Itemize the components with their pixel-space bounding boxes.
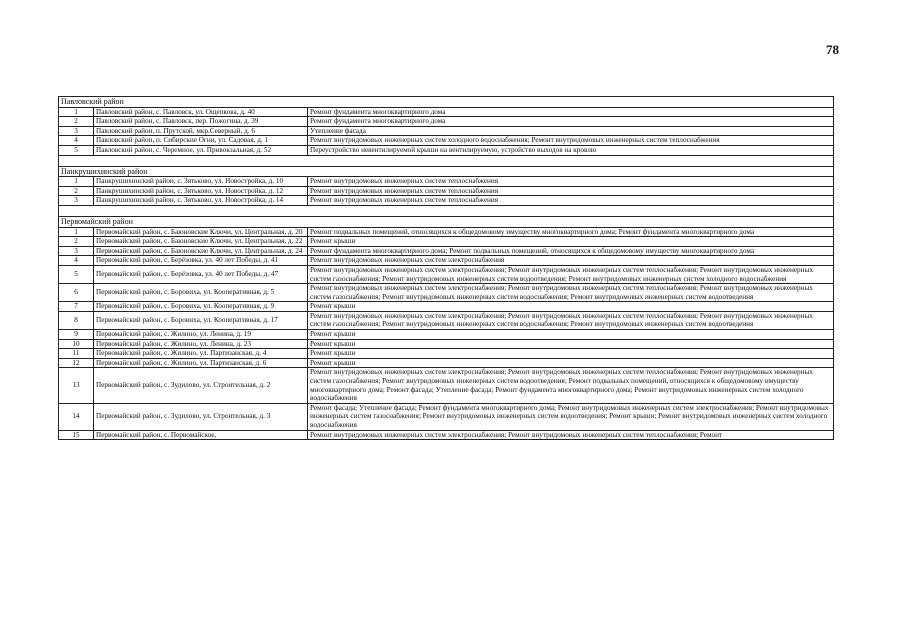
row-number: 7: [59, 302, 94, 312]
row-number: 8: [59, 311, 94, 329]
section-spacer: [59, 205, 834, 216]
row-address: Павловский район, с. Павловск, пер. Пожогина, д. 39: [94, 117, 308, 127]
row-address: Первомайский район, с. Первомайское,: [94, 430, 308, 440]
row-number: 10: [59, 339, 94, 349]
row-work-type: Ремонт крыши: [308, 302, 834, 312]
row-number: 9: [59, 330, 94, 340]
table-row: [59, 302, 834, 312]
row-address: Первомайский район, с. Жилино, ул. Партизанская, д. 4: [94, 349, 308, 359]
row-address: Панкрушихинский район, с. Зятьково, ул. Новостройка, д. 14: [94, 196, 308, 206]
row-address: Панкрушихинский район, с. Зятьково, ул. Новостройка, д. 12: [94, 186, 308, 196]
table-row: [59, 177, 834, 187]
row-number: 5: [59, 145, 94, 155]
district-header-row: [59, 166, 834, 177]
row-address: Первомайский район, с. Жилино, ул. Ленина, д. 19: [94, 330, 308, 340]
row-number: 2: [59, 117, 94, 127]
row-work-type: Ремонт фундамента многоквартирного дома: [308, 107, 834, 117]
table-row: [59, 145, 834, 155]
row-work-type: Ремонт крыши: [308, 330, 834, 340]
table-row: [59, 330, 834, 340]
capital-repair-table: [58, 96, 834, 440]
row-address: Первомайский район, с. Берёзовка, ул. 40 лет Победы, д. 41: [94, 256, 308, 266]
table-row: [59, 107, 834, 117]
district-name: Панкрушихинский район: [59, 166, 834, 177]
table-row: [59, 186, 834, 196]
district-name: Павловский район: [59, 97, 834, 108]
row-address: Павловский район, с. Павловск, ул. Ощепкова, д. 40: [94, 107, 308, 117]
row-number: 2: [59, 186, 94, 196]
row-address: Первомайский район, с. Зудилово, ул. Строительная, д. 2: [94, 368, 308, 403]
table-row: [59, 349, 834, 359]
row-work-type: Ремонт крыши: [308, 237, 834, 247]
row-address: Первомайский район, с. Жилино, ул. Ленина, д. 23: [94, 339, 308, 349]
table-row: [59, 256, 834, 266]
table-row: [59, 246, 834, 256]
row-work-type: Утепление фасада: [308, 126, 834, 136]
table-row: [59, 227, 834, 237]
table-row: [59, 265, 834, 283]
district-header-row: [59, 216, 834, 227]
row-address: Павловский район, с. Черемное, ул. Привокзальная, д. 52: [94, 145, 308, 155]
row-number: 11: [59, 349, 94, 359]
table-row: [59, 117, 834, 127]
row-number: 4: [59, 136, 94, 146]
row-number: 1: [59, 107, 94, 117]
row-address: Первомайский район, с. Баюновские Ключи, ул. Центральная, д. 22: [94, 237, 308, 247]
row-work-type: Ремонт внутридомовых инженерных систем электроснабжения; Ремонт внутридомовых инженерных систем теплоснабжения; Ремонт внутридомовых инженерных систем газоснабжения; Ремонт внутридомовых инженерных систем водоотведения; Ремонт подвальных помещений, относящихся к общедомовому имуществу многоквартирного дома; Ремонт фасада; Утепление фасада; Ремонт фундамента многоквартирного дома; Ремонт внутридомовых инженерных систем холодного водоснабжения: [308, 368, 834, 403]
row-number: 3: [59, 126, 94, 136]
row-number: 5: [59, 265, 94, 283]
table-row: [59, 196, 834, 206]
table-row: [59, 368, 834, 403]
row-work-type: Ремонт крыши: [308, 349, 834, 359]
row-work-type: Ремонт крыши: [308, 339, 834, 349]
row-number: 1: [59, 177, 94, 187]
row-work-type: Ремонт внутридомовых инженерных систем теплоснабжения: [308, 186, 834, 196]
table-row: [59, 136, 834, 146]
table-row: [59, 126, 834, 136]
row-address: Первомайский район, с. Боровиха, ул. Кооперативная, д. 9: [94, 302, 308, 312]
row-work-type: Ремонт внутридомовых инженерных систем электроснабжения; Ремонт внутридомовых инженерных систем теплоснабжения; Ремонт внутридомовых инженерных систем газоснабжения; Ремонт внутридомовых инженерных систем водоснабжения; Ремонт внутридомовых инженерных систем водоотведения: [308, 311, 834, 329]
row-work-type: Ремонт фасада; Утепление фасада; Ремонт фундамента многоквартирного дома; Ремонт внутридомовых инженерных систем электроснабжения; Ремонт внутридомовых инженерных систем газоснабжения; Ремонт внутридомовых инженерных систем водоотведения; Ремонт крыши; Ремонт внутридомовых инженерных систем холодного водоснабжения: [308, 403, 834, 430]
row-work-type: Ремонт фундамента многоквартирного дома: [308, 117, 834, 127]
row-work-type: Ремонт внутридомовых инженерных систем электроснабжения; Ремонт внутридомовых инженерных систем теплоснабжения; Ремонт внутридомовых инженерных систем газоснабжения; Ремонт внутридомовых инженерных систем водоотведения; Ремонт внутридомовых инженерных систем холодного водоснабжения: [308, 265, 834, 283]
row-number: 3: [59, 246, 94, 256]
row-number: 12: [59, 358, 94, 368]
row-work-type: Ремонт внутридомовых инженерных систем теплоснабжения: [308, 196, 834, 206]
table-row: [59, 339, 834, 349]
row-number: 1: [59, 227, 94, 237]
row-address: Павловский район, п. Сибирские Огни, ул. Садовая, д. 1: [94, 136, 308, 146]
row-number: 13: [59, 368, 94, 403]
row-work-type: Ремонт внутридомовых инженерных систем электроснабжения; Ремонт внутридомовых инженерных систем теплоснабжения; Ремонт: [308, 430, 834, 440]
row-address: Первомайский район, с. Боровиха, ул. Кооперативная, д. 17: [94, 311, 308, 329]
row-number: 14: [59, 403, 94, 430]
row-work-type: Ремонт внутридомовых инженерных систем электроснабжения; Ремонт внутридомовых инженерных систем теплоснабжения; Ремонт внутридомовых инженерных систем газоснабжения; Ремонт внутридомовых инженерных систем водоснабжения; Ремонт внутридомовых инженерных систем водоотведения: [308, 284, 834, 302]
row-address: Первомайский район, с. Зудилово, ул. Строительная, д. 3: [94, 403, 308, 430]
row-work-type: Переустройство невентилируемой крыши на вентилируемую, устройство выходов на кровлю: [308, 145, 834, 155]
row-address: Павловский район, п. Прутской, мкр.Северный, д. 6: [94, 126, 308, 136]
row-number: 2: [59, 237, 94, 247]
row-work-type: Ремонт фундамента многоквартирного дома; Ремонт подвальных помещений, относящихся к общедомовому имуществу многоквартирного дома: [308, 246, 834, 256]
row-address: Первомайский район, с. Баюновские Ключи, ул. Центральная, д. 20: [94, 227, 308, 237]
page-number: 78: [826, 42, 839, 57]
table-row: [59, 284, 834, 302]
row-address: Первомайский район, с. Боровиха, ул. Кооперативная, д. 5: [94, 284, 308, 302]
row-work-type: Ремонт подвальных помещений, относящихся к общедомовому имуществу многоквартирного дома; Ремонт фундамента многоквартирного дома: [308, 227, 834, 237]
row-work-type: Ремонт крыши: [308, 358, 834, 368]
row-number: 4: [59, 256, 94, 266]
row-work-type: Ремонт внутридомовых инженерных систем холодного водоснабжения; Ремонт внутридомовых инженерных систем теплоснабжения: [308, 136, 834, 146]
row-number: 15: [59, 430, 94, 440]
row-number: 3: [59, 196, 94, 206]
row-address: Первомайский район, с. Баюновские Ключи, ул. Центральная, д. 24: [94, 246, 308, 256]
table-row: [59, 237, 834, 247]
table-row: [59, 358, 834, 368]
row-number: 6: [59, 284, 94, 302]
row-work-type: Ремонт внутридомовых инженерных систем электроснабжения: [308, 256, 834, 266]
row-address: Первомайский район, с. Жилино, ул. Партизанская, д. 6: [94, 358, 308, 368]
row-address: Первомайский район, с. Берёзовка, ул. 40 лет Победы, д. 47: [94, 265, 308, 283]
section-spacer: [59, 155, 834, 166]
table-row: [59, 403, 834, 430]
table-row: [59, 430, 834, 440]
table-row: [59, 311, 834, 329]
row-work-type: Ремонт внутридомовых инженерных систем теплоснабжения: [308, 177, 834, 187]
district-name: Первомайский район: [59, 216, 834, 227]
row-address: Панкрушихинский район, с. Зятьково, ул. Новостройка, д. 10: [94, 177, 308, 187]
district-header-row: [59, 97, 834, 108]
